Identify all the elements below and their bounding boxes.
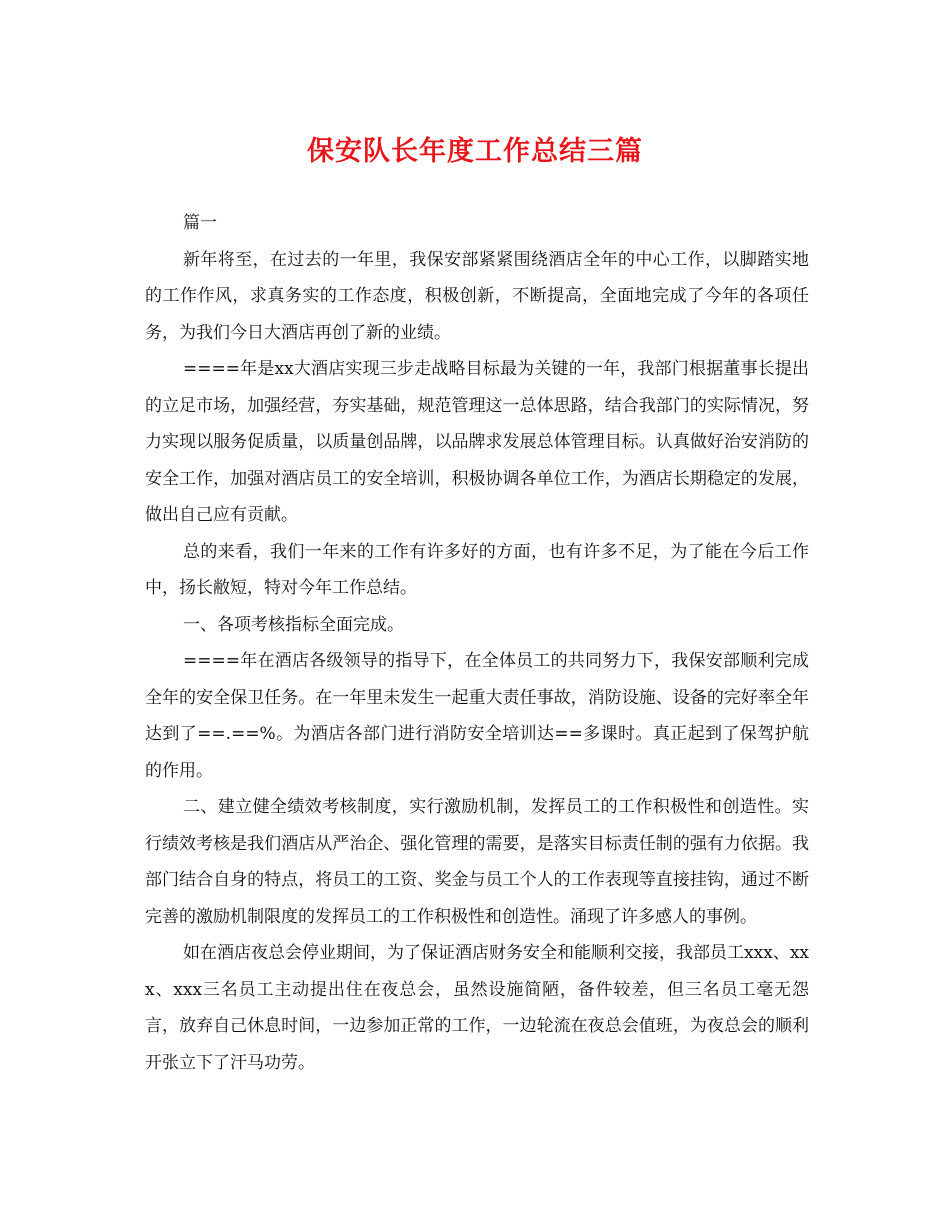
section-heading: 篇一 xyxy=(183,213,217,233)
paragraph: 二、建立健全绩效考核制度，实行激励机制，发挥员工的工作积极性和创造性。实行绩效考核是我们酒店从严治企、强化管理的需要，是落实目标责任制的强有力依据。我部门结合自身的特点，将员工的工资、奖金与员工个人的工作表现等直接挂钩，通过不断完善的激励机制限度的发挥员工的工作积极性和创造性。涌现了许多感人的事例。 xyxy=(145,797,809,927)
paragraph: 新年将至，在过去的一年里，我保安部紧紧围绕酒店全年的中心工作，以脚踏实地的工作作风，求真务实的工作态度，积极创新，不断提高，全面地完成了今年的各项任务，为我们今日大酒店再创了新的业绩。 xyxy=(145,249,809,343)
paragraph: 如在酒店夜总会停业期间，为了保证酒店财务安全和能顺利交接，我部员工xxx、xxx、xxx三名员工主动提出住在夜总会，虽然设施简陋，备件较差，但三名员工毫无怨言，放弃自己休息时间，一边参加正常的工作，一边轮流在夜总会值班，为夜总会的顺利开张立下了汗马功劳。 xyxy=(145,943,809,1073)
subheading: 一、各项考核指标全面完成。 xyxy=(183,614,404,635)
document-body xyxy=(145,205,809,1081)
paragraph: ====年是xx大酒店实现三步走战略目标最为关键的一年，我部门根据董事长提出的立足市场，加强经营，夯实基础，规范管理这一总体思路，结合我部门的实际情况，努力实现以服务促质量，以质量创品牌，以品牌求发展总体管理目标。认真做好治安消防的安全工作，加强对酒店员工的安全培训，积极协调各单位工作，为酒店长期稳定的发展，做出自己应有贡献。 xyxy=(145,359,809,525)
document-title: 保安队长年度工作总结三篇 xyxy=(307,136,643,167)
paragraph: ====年在酒店各级领导的指导下，在全体员工的共同努力下，我保安部顺利完成全年的安全保卫任务。在一年里未发生一起重大责任事故，消防设施、设备的完好率全年达到了==.==%。为酒店各部门进行消防安全培训达==多课时。真正起到了保驾护航的作用。 xyxy=(145,651,809,781)
paragraph: 总的来看，我们一年来的工作有许多好的方面，也有许多不足，为了能在今后工作中，扬长敝短，特对今年工作总结。 xyxy=(145,541,809,598)
